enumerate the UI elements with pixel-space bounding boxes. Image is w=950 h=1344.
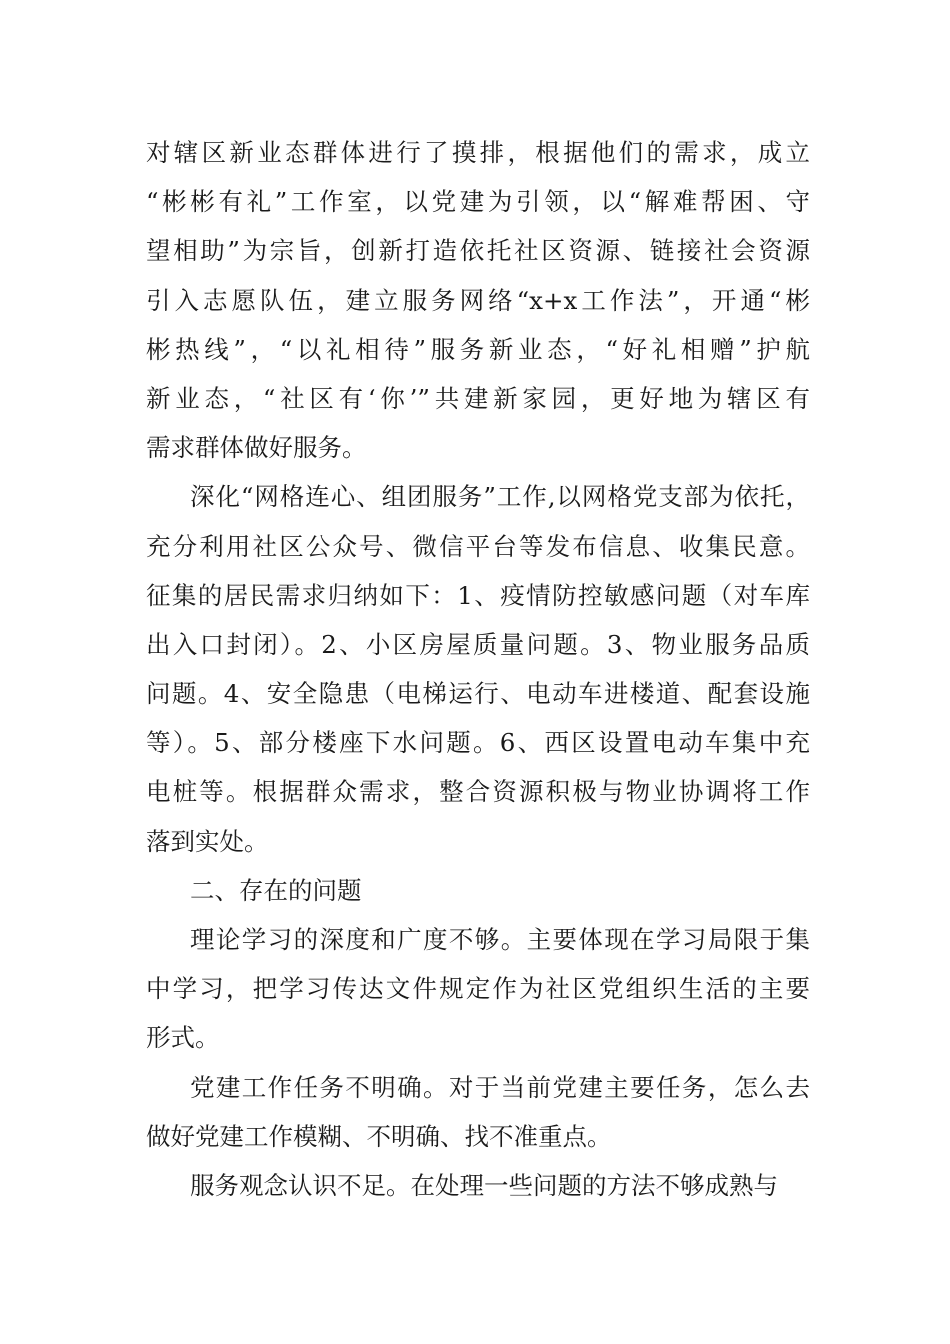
- text-line: 形式。: [146, 1023, 220, 1053]
- text-line: 二、存在的问题: [190, 875, 362, 905]
- text-line: 充分利用社区公众号、微信平台等发布信息、收集民意。: [146, 531, 810, 561]
- text-line: 理论学习的深度和广度不够。主要体现在学习局限于集: [190, 925, 810, 954]
- text-line: 新业态，“社区有‘你’”共建新家园，更好地为辖区有: [146, 383, 810, 413]
- text-line: 望相助”为宗旨，创新打造依托社区资源、链接社会资源: [146, 236, 810, 266]
- document-body: [146, 128, 810, 1210]
- text-line: 中学习，把学习传达文件规定作为社区党组织生活的主要: [146, 974, 810, 1004]
- paragraph: [146, 915, 810, 1063]
- text-line: 彬热线”，“以礼相待”服务新业态，“好礼相赠”护航: [146, 334, 810, 364]
- text-line: 等）。5、部分楼座下水问题。6、西区设置电动车集中充: [146, 728, 810, 758]
- text-line: 出入口封闭）。2、小区房屋质量问题。3、物业服务品质: [146, 629, 810, 659]
- text-line: 服务观念认识不足。在处理一些问题的方法不够成熟与: [190, 1170, 778, 1200]
- text-line: 落到实处。: [146, 826, 269, 856]
- paragraph: [146, 1161, 810, 1210]
- text-line: 深化“网格连心、组团服务”工作,以网格党支部为依托，: [190, 482, 810, 512]
- text-line: 电桩等。根据群众需求，整合资源积极与物业协调将工作: [146, 777, 810, 807]
- paragraph: [146, 128, 810, 472]
- text-line: 做好党建工作模糊、不明确、找不准重点。: [146, 1121, 612, 1151]
- text-line: 问题。4、安全隐患（电梯运行、电动车进楼道、配套设施: [146, 679, 810, 709]
- text-line: 对辖区新业态群体进行了摸排，根据他们的需求，成立: [146, 138, 810, 167]
- text-line: 需求群体做好服务。: [146, 433, 367, 463]
- text-line: 引入志愿队伍，建立服务网络“x+x工作法”，开通“彬: [146, 285, 810, 315]
- text-line: “彬彬有礼”工作室，以党建为引领，以“解难帮困、守: [146, 187, 810, 217]
- paragraph: [146, 1063, 810, 1161]
- section-heading: [146, 866, 810, 915]
- text-line: 党建工作任务不明确。对于当前党建主要任务，怎么去: [190, 1072, 810, 1102]
- text-line: 征集的居民需求归纳如下：1、疫情防控敏感问题（对车库: [146, 580, 810, 610]
- paragraph: [146, 472, 810, 866]
